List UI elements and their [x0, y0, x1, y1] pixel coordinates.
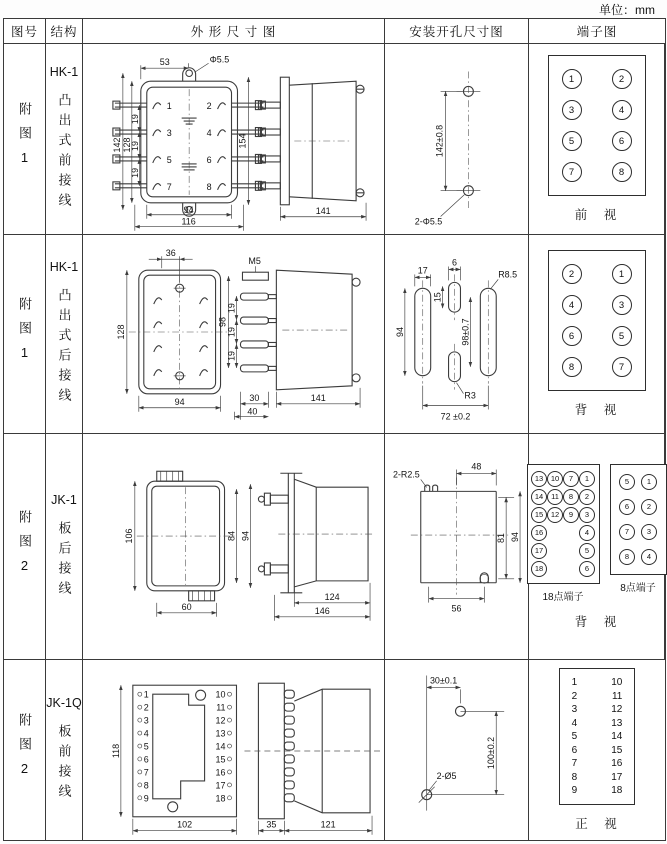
dim-label: 94: [510, 531, 521, 542]
structure-desc: 凸出式后接线: [56, 288, 72, 408]
dim-label: R3: [464, 390, 476, 401]
dim-label: 106: [123, 528, 134, 544]
terminal-number: 6: [619, 499, 635, 515]
row1-mounting-drawing: [385, 44, 529, 235]
terminal-number: 3: [562, 100, 582, 120]
side-view-drawing: [258, 473, 374, 593]
terminal-number: 4: [579, 525, 595, 541]
dim-label: 53: [159, 56, 170, 67]
dim-label: 19: [226, 302, 237, 313]
dim-label: 19: [226, 326, 237, 337]
hk1-front-outline-svg: [83, 45, 384, 234]
dim-label: 2-Φ5.5: [414, 215, 443, 226]
terminal-number: 4: [206, 127, 212, 138]
dim-label: 35: [266, 819, 277, 830]
terminal-number: 12: [547, 507, 563, 523]
terminal-number: 10: [611, 677, 623, 688]
dim-label: 94: [183, 204, 194, 215]
terminal-number: 18: [531, 561, 547, 577]
model-label: JK-1Q: [46, 696, 82, 710]
model-label: JK-1: [51, 492, 77, 507]
dim-label: 19: [129, 167, 140, 178]
terminal-number: 16: [531, 525, 547, 541]
terminal-number: 14: [531, 489, 547, 505]
structure-desc: 板后接线: [56, 520, 72, 601]
pin-number: 16: [215, 767, 226, 778]
row2-structure: [46, 235, 83, 434]
dim-label: 30±0.1: [429, 675, 458, 686]
row2-outline-drawing: [83, 235, 385, 434]
terminal-number: 18: [611, 785, 623, 796]
terminal-number: 8: [619, 549, 635, 565]
dim-label: 56: [451, 603, 462, 614]
pin-number: 1: [143, 689, 149, 700]
pin-number: 11: [216, 702, 226, 713]
row1-structure: [46, 44, 83, 235]
dim-label: 128: [121, 136, 132, 152]
pin-number: 5: [143, 741, 149, 752]
figure-no-text: 附图2: [17, 509, 32, 584]
terminal-number: 1: [612, 264, 632, 284]
terminal-number: 7: [562, 162, 582, 182]
pin-column-left: [138, 690, 149, 804]
terminal-number: 4: [562, 295, 582, 315]
front-view-dimensions: [116, 248, 221, 411]
terminal-left-column: [572, 677, 578, 796]
dim-label: 40: [247, 406, 258, 417]
dim-label: 118: [110, 743, 121, 759]
row3-outline-drawing: [83, 434, 385, 660]
dim-label: 142: [111, 136, 122, 152]
terminal-number: 3: [166, 127, 172, 138]
terminal-box: [548, 55, 646, 196]
structure-desc: 凸出式前接线: [56, 93, 72, 213]
terminal-number: 3: [612, 295, 632, 315]
terminal-number: 6: [562, 326, 582, 346]
pin-number: 17: [215, 780, 226, 791]
dimension-table: [3, 18, 666, 841]
dim-label: 94: [394, 326, 405, 337]
terminal-number: 8: [562, 357, 582, 377]
side-view-drawing: [244, 683, 380, 819]
side-view-dimensions: [237, 77, 366, 221]
terminal-number: 8: [206, 181, 212, 192]
jk1-outline-svg: [83, 435, 384, 659]
pin-number: 4: [143, 728, 149, 739]
view-caption: 背 视: [574, 614, 619, 629]
figure-no-text: 附图2: [17, 713, 32, 787]
pin-number: 13: [215, 728, 226, 739]
dim-label: 19: [129, 140, 140, 151]
terminal-number: 10: [547, 471, 563, 487]
row2-mounting-drawing: [385, 235, 529, 434]
jk1-mounting-svg: [385, 435, 528, 659]
pin-number: 18: [215, 793, 226, 804]
dim-label: Φ5.5: [209, 53, 230, 64]
terminal-number: 9: [571, 785, 578, 796]
dim-label: 84: [226, 530, 237, 541]
header-figure-no: 图号: [4, 19, 46, 44]
terminal-right-column: [611, 677, 622, 796]
terminal-number: 6: [579, 561, 595, 577]
terminal-number: 14: [611, 731, 623, 742]
terminal-number: 2: [206, 100, 212, 111]
row3-figure-no: [4, 434, 46, 660]
dim-label: 2-Ø5: [436, 770, 457, 781]
terminal-number: 5: [562, 131, 582, 151]
terminal-number: 4: [571, 717, 578, 729]
row1-outline-drawing: [83, 44, 385, 235]
terminal-number: 1: [562, 69, 582, 89]
row3-terminal-diagram: [529, 434, 665, 660]
terminal-number: 1: [571, 677, 578, 688]
terminal-number: 7: [166, 181, 172, 192]
terminal-number: 7: [612, 357, 632, 377]
dim-label: 98±0.7: [460, 317, 471, 346]
dim-label: 48: [471, 461, 482, 472]
dim-label: 141: [315, 205, 331, 216]
dim-label: 98: [217, 316, 228, 327]
terminal-number: 1: [166, 100, 172, 111]
terminal-number: 4: [641, 549, 657, 565]
terminal-number: 1: [579, 471, 595, 487]
dim-label: 2-R2.5: [392, 468, 420, 479]
terminal-number: 5: [612, 326, 632, 346]
terminal-box: [548, 250, 646, 391]
dim-label: 60: [181, 601, 192, 612]
dim-label: 128: [115, 324, 126, 339]
pin-number: 3: [143, 715, 149, 726]
row4-terminal-diagram: [529, 660, 665, 840]
hk1-front-mounting-svg: [385, 45, 528, 234]
dim-label: 141: [310, 392, 326, 403]
terminal-number: 3: [571, 704, 578, 715]
row2-figure-no: [4, 235, 46, 434]
model-label: HK-1: [49, 260, 79, 274]
pin-column-right: [216, 690, 232, 804]
terminal-number: 11: [611, 690, 623, 702]
dim-label: 19: [226, 350, 237, 361]
pin-number: 15: [215, 754, 226, 765]
dim-label: 81: [496, 532, 507, 543]
dim-label: 116: [181, 216, 196, 227]
row4-figure-no: [4, 660, 46, 840]
dim-label: 17: [417, 264, 428, 275]
header-structure: 结构: [46, 19, 83, 44]
hk1-rear-outline-svg: [83, 236, 384, 433]
terminal-number: 8: [563, 489, 579, 505]
dim-label: 146: [314, 605, 330, 616]
terminal-number: 8: [571, 771, 578, 783]
dim-label: 154: [237, 133, 248, 148]
view-caption: 背 视: [574, 403, 619, 417]
row3-mounting-drawing: [385, 434, 529, 660]
front-view-drawing: [137, 471, 235, 601]
terminal-number: 3: [579, 507, 595, 523]
row4-structure: [46, 660, 83, 840]
terminal-18pt: [527, 464, 600, 603]
pin-number: 2: [143, 702, 149, 713]
dim-label: 94: [174, 396, 185, 407]
terminal-number: 17: [611, 771, 623, 783]
row2-terminal-diagram: [529, 235, 665, 434]
structure-desc: 板前接线: [56, 724, 72, 804]
terminal-box-8: [610, 464, 667, 575]
terminal-number: 6: [571, 744, 578, 756]
row1-figure-no: [4, 44, 46, 235]
dim-label: 94: [240, 530, 251, 541]
jk1q-mounting-svg: [385, 661, 528, 839]
dim-label: 142±0.8: [434, 124, 445, 157]
pin-number: 10: [215, 689, 226, 700]
terminal-number: 2: [641, 499, 657, 515]
pin-number: 12: [215, 715, 226, 726]
terminal-number: 5: [166, 154, 172, 165]
front-view-drawing: [133, 685, 237, 817]
terminal-box-18: [527, 464, 600, 584]
front-view-dimensions: [124, 481, 251, 617]
dim-label: 102: [177, 819, 193, 830]
unit-label: 单位：mm: [599, 3, 655, 17]
pin-number: 9: [143, 793, 149, 804]
pin-number: 6: [143, 754, 149, 765]
terminal-number: 9: [563, 507, 579, 523]
terminal-number: 15: [531, 507, 547, 523]
dim-label: 121: [320, 819, 336, 830]
dim-label: 36: [165, 247, 176, 258]
terminal-number: 15: [611, 744, 623, 756]
pin-number: 14: [215, 741, 226, 752]
front-view-drawing: [129, 270, 231, 394]
row1-terminal-diagram: [529, 44, 665, 235]
terminal-number: 3: [641, 524, 657, 540]
row4-outline-drawing: [83, 660, 385, 840]
row3-structure: [46, 434, 83, 660]
terminal-number: 5: [571, 731, 578, 742]
terminal-number: 7: [563, 471, 579, 487]
terminal-number: 2: [579, 489, 595, 505]
dim-label: 100±0.2: [486, 736, 497, 770]
terminal-box: [559, 668, 636, 805]
terminal-box-label: 18点端子: [542, 591, 584, 603]
side-view-drawing: [255, 77, 364, 205]
terminal-number: 12: [611, 704, 623, 715]
side-view-dimensions: [218, 276, 361, 420]
dim-label: 6: [452, 256, 457, 267]
dim-label: 124: [324, 591, 340, 602]
model-label: HK-1: [49, 65, 79, 79]
terminal-number: 5: [579, 543, 595, 559]
terminal-number: 5: [619, 474, 635, 490]
pin-number: 7: [143, 767, 149, 778]
terminal-number: 7: [571, 758, 578, 769]
side-view-drawing: [240, 256, 360, 390]
pin-number: 8: [143, 780, 149, 791]
terminal-number: 11: [547, 489, 563, 505]
hk1-rear-mounting-svg: [385, 236, 528, 433]
header-terminal: 端子图: [529, 19, 665, 44]
terminal-box-label: 8点端子: [620, 582, 656, 594]
terminal-number: 4: [612, 100, 632, 120]
dim-label: 30: [249, 392, 260, 403]
terminal-number: 6: [206, 154, 212, 165]
figure-no-text: 附图1: [17, 102, 32, 176]
dim-label: 19: [129, 113, 140, 124]
jk1q-outline-svg: [83, 661, 384, 839]
row4-mounting-drawing: [385, 660, 529, 840]
terminal-number: 7: [619, 524, 635, 540]
terminal-boxes: [527, 464, 667, 603]
terminal-number: 6: [612, 131, 632, 151]
dim-label: R8.5: [498, 268, 518, 279]
terminal-number: 17: [531, 543, 547, 559]
terminal-number: 2: [571, 690, 578, 702]
terminal-number: 1: [641, 474, 657, 490]
header-outline: 外 形 尺 寸 图: [83, 19, 385, 44]
dim-label: 15: [432, 291, 443, 302]
header-mounting: 安装开孔尺寸图: [385, 19, 529, 44]
dim-label: M5: [248, 255, 261, 266]
view-caption: 正 视: [575, 817, 619, 831]
dim-label: 72 ±0.2: [440, 410, 471, 421]
view-caption: 前 视: [574, 208, 619, 222]
terminal-number: 16: [611, 758, 623, 769]
terminal-number: 2: [562, 264, 582, 284]
terminal-number: 8: [612, 162, 632, 182]
terminal-number: 2: [612, 69, 632, 89]
terminal-number: 13: [531, 471, 547, 487]
terminal-8pt: [610, 464, 667, 594]
terminal-number: 13: [611, 717, 623, 729]
figure-no-text: 附图1: [17, 297, 32, 371]
